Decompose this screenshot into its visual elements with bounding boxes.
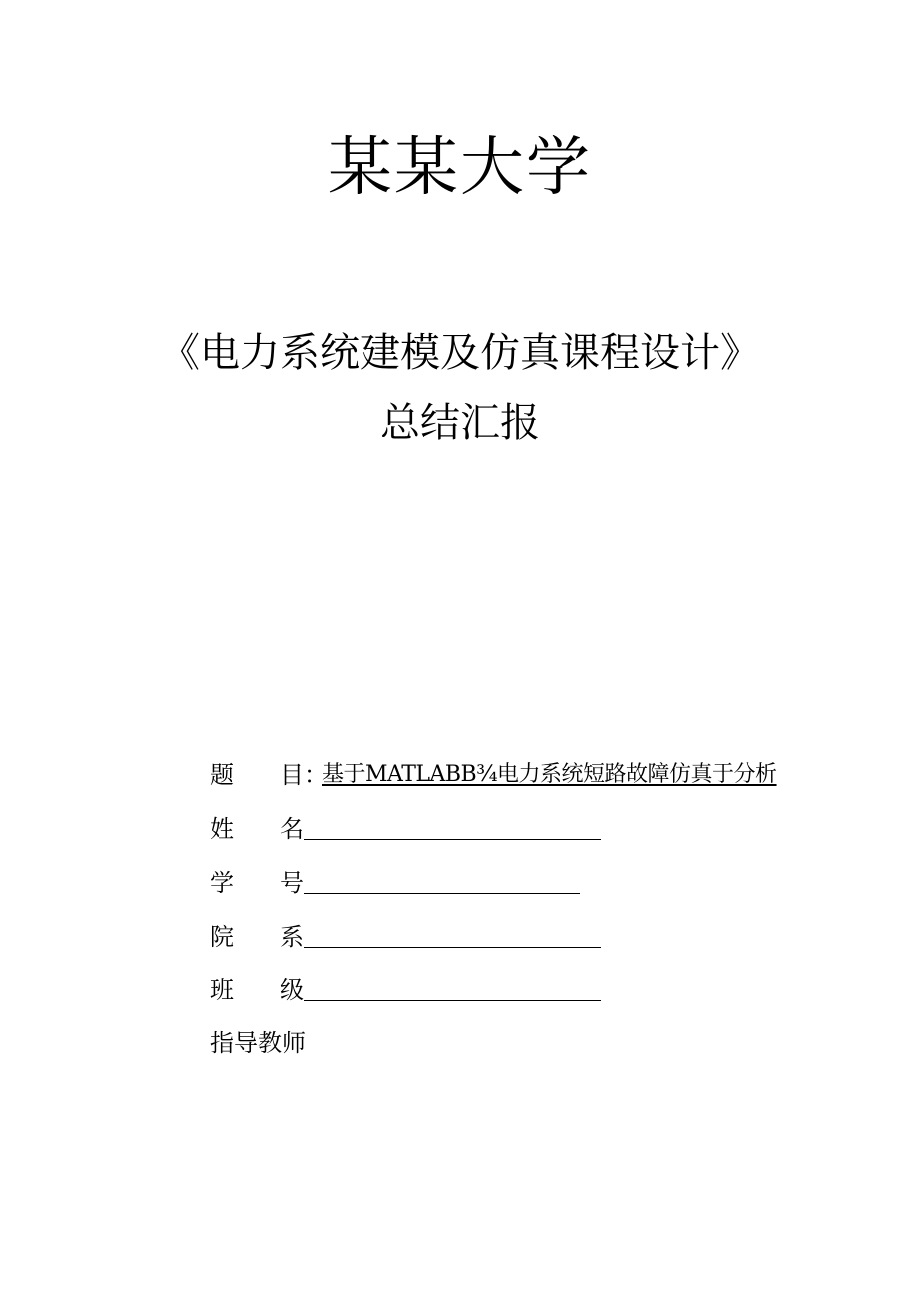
class-label-1: 班: [210, 976, 234, 1004]
class-label-2: 级: [280, 976, 304, 1004]
department-blank-line: [304, 947, 601, 948]
advisor-label: 指导教师: [210, 1029, 306, 1057]
name-blank-line: [304, 839, 601, 840]
student-id-label-1: 学: [210, 869, 234, 897]
topic-label-2: 目：: [280, 761, 328, 789]
name-label-2: 名: [280, 815, 304, 843]
student-id-field: [210, 866, 610, 900]
topic-field: [210, 758, 777, 792]
name-label-1: 姓: [210, 815, 234, 843]
student-id-label-2: 号: [280, 869, 304, 897]
report-title: 总结汇报: [380, 400, 540, 446]
department-field: [210, 920, 610, 954]
name-field: [210, 812, 610, 846]
university-name: 某某大学: [328, 131, 592, 205]
class-blank-line: [304, 1000, 601, 1001]
course-title: 《电力系统建模及仿真课程设计》: [160, 330, 760, 376]
topic-value: 基于MATLABB¾电力系统短路故障仿真于分析: [322, 762, 777, 787]
department-label-1: 院: [210, 923, 234, 951]
topic-label-1: 题: [210, 761, 234, 789]
class-field: [210, 973, 610, 1007]
student-id-blank-line: [304, 893, 580, 894]
department-label-2: 系: [280, 923, 304, 951]
